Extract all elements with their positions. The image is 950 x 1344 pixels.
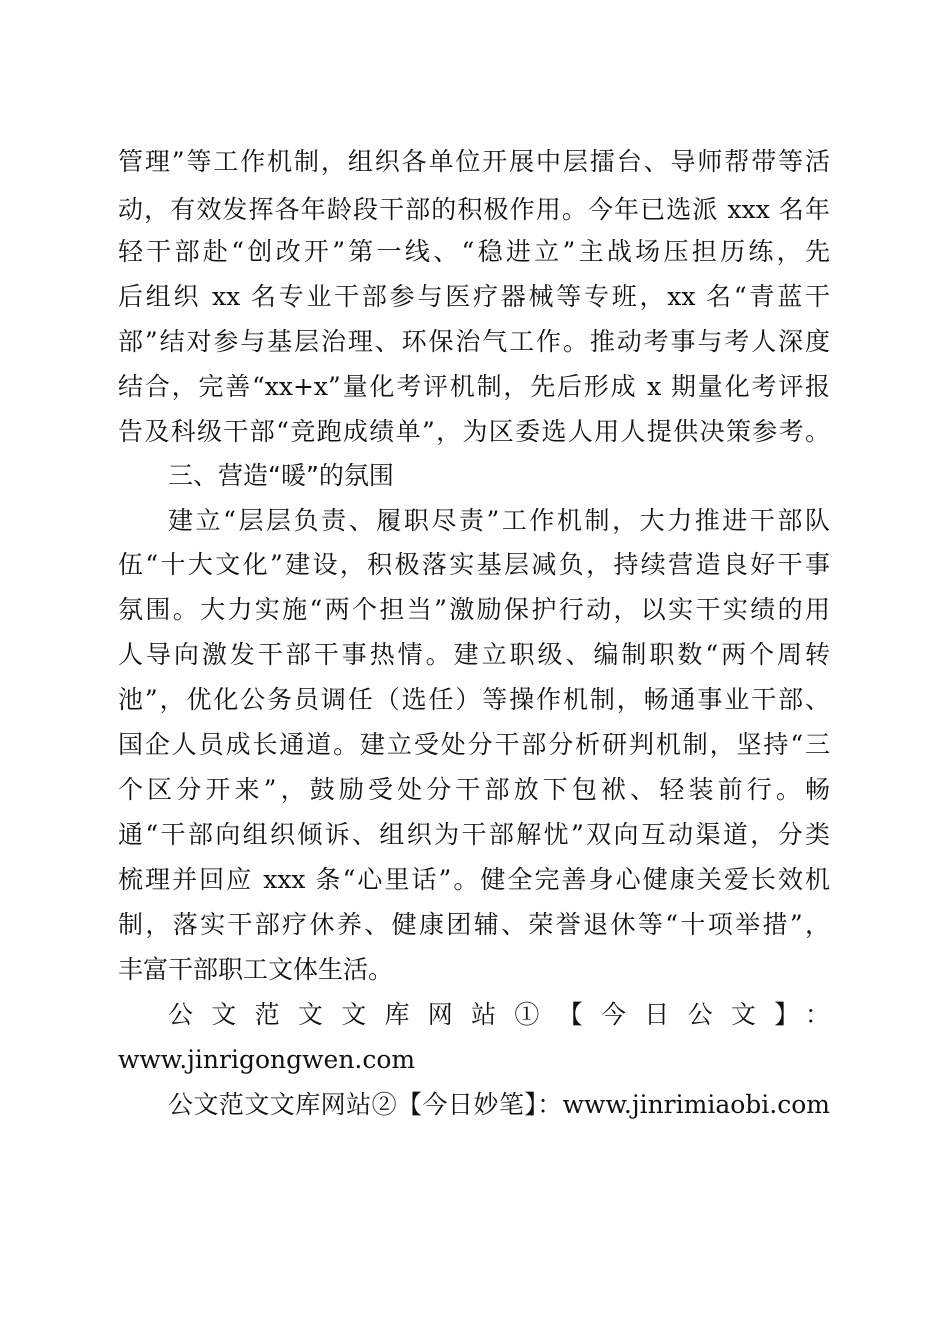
paragraph-2-line-8: 通“干部向组织倾诉、组织为干部解忧”双向互动渠道，分类 bbox=[118, 820, 830, 849]
paragraph-1-line-6: 结合，完善“xx+x”量化考评机制，先后形成 x 期量化考评报 bbox=[118, 372, 830, 401]
paragraph-1-line-7: 告及科级干部“竞跑成绩单”，为区委选人用人提供决策参考。 bbox=[118, 417, 830, 446]
paragraph-2-line-9: 梳理并回应 xxx 条“心里话”。健全完善身心健康关爱长效机 bbox=[118, 865, 830, 894]
paragraph-1-line-1: 管理”等工作机制，组织各单位开展中层擂台、导师帮带等活 bbox=[118, 147, 830, 176]
section-heading: 三、营造“暖”的氛围 bbox=[168, 461, 394, 490]
paragraph-1-line-2: 动，有效发挥各年龄段干部的积极作用。今年已选派 xxx 名年 bbox=[118, 195, 830, 224]
footer-site-2[interactable]: 公文范文文库网站②【今日妙笔】：www.jinrimiaobi.com bbox=[168, 1090, 830, 1119]
paragraph-2-line-1: 建立“层层负责、履职尽责”工作机制，大力推进干部队 bbox=[168, 506, 830, 535]
footer-site-1-url[interactable]: www.jinrigongwen.com bbox=[118, 1045, 416, 1074]
paragraph-2-line-2: 伍“十大文化”建设，积极落实基层减负，持续营造良好干事 bbox=[118, 550, 830, 579]
paragraph-2-line-6: 国企人员成长通道。建立受处分干部分析研判机制，坚持“三 bbox=[118, 730, 830, 759]
paragraph-2-line-7: 个区分开来”，鼓励受处分干部放下包袱、轻装前行。畅 bbox=[118, 775, 830, 804]
footer-site-1-label: 公文范文文库网站①【今日公文】： bbox=[168, 1000, 830, 1029]
paragraph-2-line-3: 氛围。大力实施“两个担当”激励保护行动，以实干实绩的用 bbox=[118, 595, 830, 624]
paragraph-1-line-5: 部”结对参与基层治理、环保治气工作。推动考事与考人深度 bbox=[118, 327, 830, 356]
paragraph-2-line-5: 池”，优化公务员调任（选任）等操作机制，畅通事业干部、 bbox=[118, 685, 830, 714]
paragraph-2-line-4: 人导向激发干部干事热情。建立职级、编制职数“两个周转 bbox=[118, 640, 830, 669]
paragraph-2-line-10: 制，落实干部疗休养、健康团辅、荣誉退休等“十项举措”， bbox=[118, 910, 830, 939]
paragraph-1-line-4: 后组织 xx 名专业干部参与医疗器械等专班，xx 名“青蓝干 bbox=[118, 282, 830, 311]
paragraph-1-line-3: 轻干部赴“创改开”第一线、“稳进立”主战场压担历练，先 bbox=[118, 237, 830, 266]
paragraph-2-line-11: 丰富干部职工文体生活。 bbox=[118, 955, 394, 984]
